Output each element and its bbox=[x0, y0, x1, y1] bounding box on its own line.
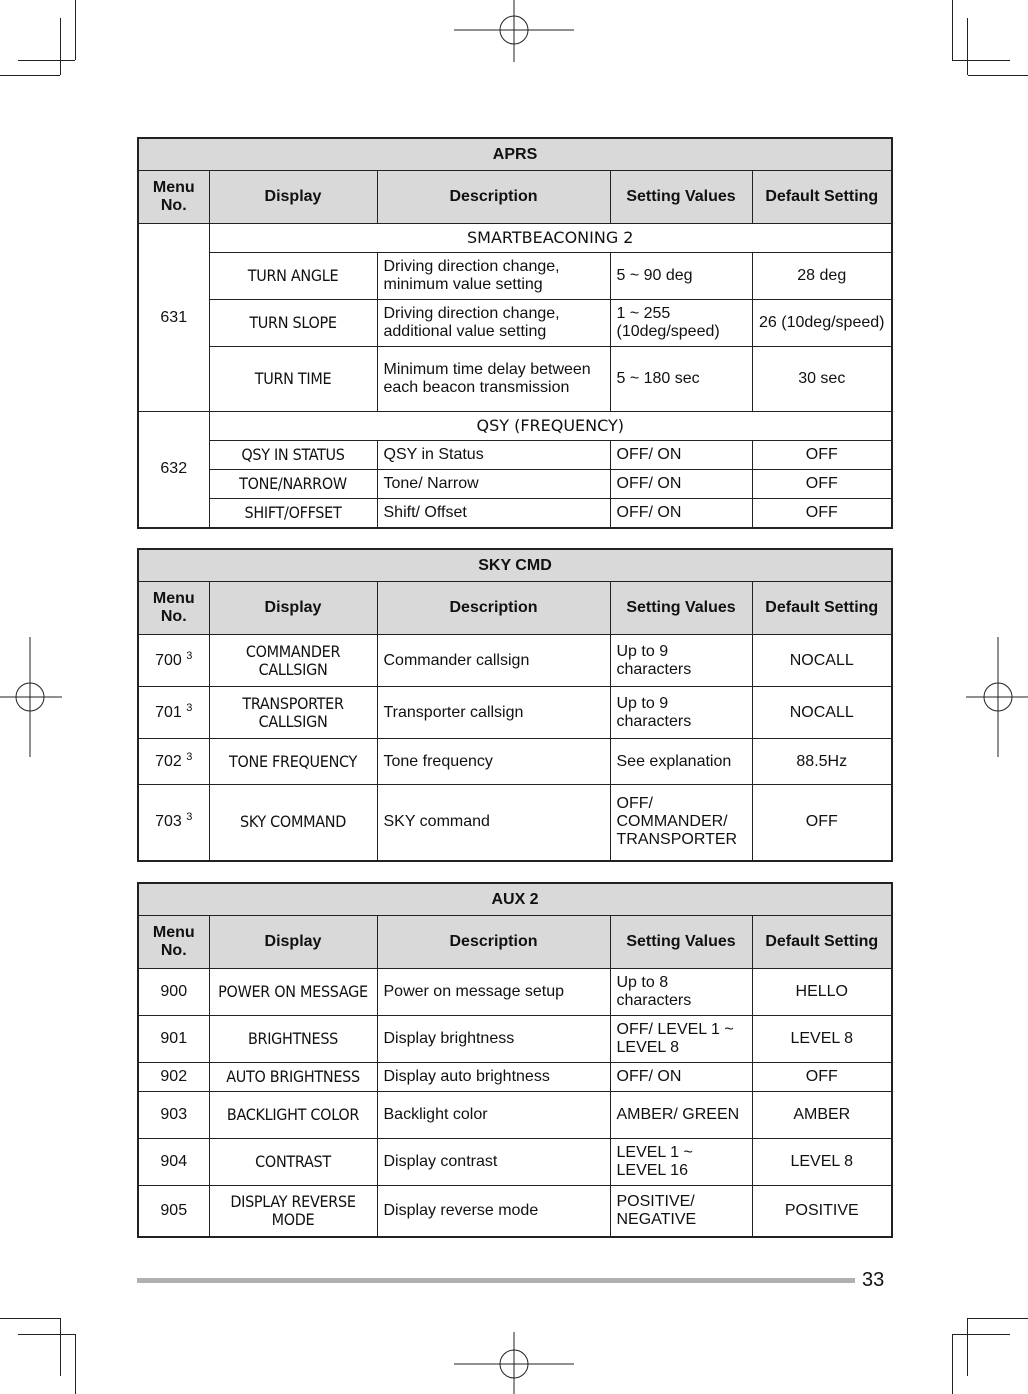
description: Display contrast bbox=[377, 1139, 610, 1186]
menu-no: 703 $^3$ bbox=[138, 785, 209, 861]
header-display: Display bbox=[209, 171, 377, 224]
table-title: AUX 2 bbox=[138, 883, 892, 916]
registration-mark-bottom bbox=[454, 1332, 574, 1394]
setting-values: Up to 9 characters bbox=[610, 635, 752, 687]
display-value: TURN ANGLE bbox=[209, 253, 377, 300]
footnote-ref: 3 bbox=[186, 750, 193, 763]
table-row bbox=[138, 687, 892, 739]
setting-values: 5 ~ 180 sec bbox=[610, 347, 752, 412]
header-display: Display bbox=[209, 916, 377, 969]
header-setting-values: Setting Values bbox=[610, 171, 752, 224]
description: Display reverse mode bbox=[377, 1186, 610, 1237]
description: QSY in Status bbox=[377, 441, 610, 470]
default-setting: OFF bbox=[752, 499, 892, 528]
menu-no: 901 bbox=[138, 1016, 209, 1063]
table-row bbox=[138, 441, 892, 470]
registration-mark-top bbox=[454, 0, 574, 62]
default-setting: HELLO bbox=[752, 969, 892, 1016]
display-value: TONE FREQUENCY bbox=[209, 739, 377, 785]
menu-no: 900 bbox=[138, 969, 209, 1016]
header-menu-no: Menu No. bbox=[138, 916, 209, 969]
table-row bbox=[138, 1092, 892, 1139]
setting-values: OFF/ ON bbox=[610, 1063, 752, 1092]
setting-values: OFF/ COMMANDER/ TRANSPORTER bbox=[610, 785, 752, 861]
default-setting: NOCALL bbox=[752, 635, 892, 687]
description: Transporter callsign bbox=[377, 687, 610, 739]
description: Shift/ Offset bbox=[377, 499, 610, 528]
default-setting: OFF bbox=[752, 470, 892, 499]
default-setting: 28 deg bbox=[752, 253, 892, 300]
setting-values: OFF/ LEVEL 1 ~ LEVEL 8 bbox=[610, 1016, 752, 1063]
menu-no: 702 $^3$ bbox=[138, 739, 209, 785]
setting-values: OFF/ ON bbox=[610, 470, 752, 499]
table-row bbox=[138, 635, 892, 687]
setting-values: AMBER/ GREEN bbox=[610, 1092, 752, 1139]
setting-values: OFF/ ON bbox=[610, 499, 752, 528]
sky-cmd-table bbox=[137, 548, 893, 862]
section-title: QSY (FREQUENCY) bbox=[209, 412, 892, 441]
menu-no: 903 bbox=[138, 1092, 209, 1139]
header-default-setting: Default Setting bbox=[752, 582, 892, 635]
table-row bbox=[138, 1139, 892, 1186]
description: Commander callsign bbox=[377, 635, 610, 687]
default-setting: LEVEL 8 bbox=[752, 1016, 892, 1063]
setting-values: 5 ~ 90 deg bbox=[610, 253, 752, 300]
header-description: Description bbox=[377, 916, 610, 969]
description: Driving direction change, minimum value setting bbox=[377, 253, 610, 300]
menu-no: 632 bbox=[138, 412, 209, 528]
default-setting: OFF bbox=[752, 785, 892, 861]
header-setting-values: Setting Values bbox=[610, 582, 752, 635]
display-value: BACKLIGHT COLOR bbox=[209, 1092, 377, 1139]
display-value: AUTO BRIGHTNESS bbox=[209, 1063, 377, 1092]
footnote-ref: 3 bbox=[186, 649, 193, 662]
table-row bbox=[138, 1063, 892, 1092]
display-value: DISPLAY REVERSE MODE bbox=[209, 1186, 377, 1237]
description: Power on message setup bbox=[377, 969, 610, 1016]
default-setting: NOCALL bbox=[752, 687, 892, 739]
display-value: CONTRAST bbox=[209, 1139, 377, 1186]
description: Tone frequency bbox=[377, 739, 610, 785]
description: Display brightness bbox=[377, 1016, 610, 1063]
aux2-table bbox=[137, 882, 893, 1238]
menu-no: 904 bbox=[138, 1139, 209, 1186]
setting-values: Up to 9 characters bbox=[610, 687, 752, 739]
table-row bbox=[138, 470, 892, 499]
display-value: COMMANDER CALLSIGN bbox=[209, 635, 377, 687]
page-number: 33 bbox=[862, 1269, 885, 1291]
table-row bbox=[138, 1186, 892, 1237]
menu-no: 902 bbox=[138, 1063, 209, 1092]
display-value: SHIFT/OFFSET bbox=[209, 499, 377, 528]
description: Minimum time delay between each beacon transmission bbox=[377, 347, 610, 412]
setting-values: Up to 8 characters bbox=[610, 969, 752, 1016]
setting-values: See explanation bbox=[610, 739, 752, 785]
display-value: BRIGHTNESS bbox=[209, 1016, 377, 1063]
display-value: TURN TIME bbox=[209, 347, 377, 412]
display-value: POWER ON MESSAGE bbox=[209, 969, 377, 1016]
menu-no: 905 bbox=[138, 1186, 209, 1237]
description: Display auto brightness bbox=[377, 1063, 610, 1092]
header-description: Description bbox=[377, 582, 610, 635]
table-title: APRS bbox=[138, 138, 892, 171]
table-row bbox=[138, 253, 892, 300]
table-row bbox=[138, 1016, 892, 1063]
display-value: SKY COMMAND bbox=[209, 785, 377, 861]
table-title: SKY CMD bbox=[138, 549, 892, 582]
registration-mark-right bbox=[966, 637, 1028, 757]
display-value: TONE/NARROW bbox=[209, 470, 377, 499]
header-setting-values: Setting Values bbox=[610, 916, 752, 969]
header-description: Description bbox=[377, 171, 610, 224]
aprs-table bbox=[137, 137, 893, 529]
setting-values: LEVEL 1 ~ LEVEL 16 bbox=[610, 1139, 752, 1186]
header-menu-no: Menu No. bbox=[138, 171, 209, 224]
default-setting: AMBER bbox=[752, 1092, 892, 1139]
description: SKY command bbox=[377, 785, 610, 861]
section-title: SMARTBEACONING 2 bbox=[209, 224, 892, 253]
default-setting: LEVEL 8 bbox=[752, 1139, 892, 1186]
registration-mark-left bbox=[0, 637, 62, 757]
default-setting: OFF bbox=[752, 1063, 892, 1092]
header-display: Display bbox=[209, 582, 377, 635]
footnote-ref: 3 bbox=[186, 701, 193, 714]
footnote-ref: 3 bbox=[186, 811, 193, 824]
default-setting: POSITIVE bbox=[752, 1186, 892, 1237]
default-setting: 26 (10deg/speed) bbox=[752, 300, 892, 347]
table-row bbox=[138, 300, 892, 347]
header-default-setting: Default Setting bbox=[752, 171, 892, 224]
menu-no: 700 $^3$ bbox=[138, 635, 209, 687]
menu-no: 631 bbox=[138, 224, 209, 412]
default-setting: 30 sec bbox=[752, 347, 892, 412]
table-row bbox=[138, 739, 892, 785]
setting-values: 1 ~ 255 (10deg/speed) bbox=[610, 300, 752, 347]
display-value: TRANSPORTER CALLSIGN bbox=[209, 687, 377, 739]
setting-values: POSITIVE/ NEGATIVE bbox=[610, 1186, 752, 1237]
display-value: TURN SLOPE bbox=[209, 300, 377, 347]
header-default-setting: Default Setting bbox=[752, 916, 892, 969]
menu-no: 701 $^3$ bbox=[138, 687, 209, 739]
table-row bbox=[138, 785, 892, 861]
table-row bbox=[138, 969, 892, 1016]
setting-values: OFF/ ON bbox=[610, 441, 752, 470]
footer-rule bbox=[137, 1278, 855, 1283]
description: Backlight color bbox=[377, 1092, 610, 1139]
default-setting: 88.5Hz bbox=[752, 739, 892, 785]
table-row bbox=[138, 347, 892, 412]
display-value: QSY IN STATUS bbox=[209, 441, 377, 470]
table-row bbox=[138, 499, 892, 528]
description: Driving direction change, additional value setting bbox=[377, 300, 610, 347]
header-menu-no: Menu No. bbox=[138, 582, 209, 635]
default-setting: OFF bbox=[752, 441, 892, 470]
description: Tone/ Narrow bbox=[377, 470, 610, 499]
